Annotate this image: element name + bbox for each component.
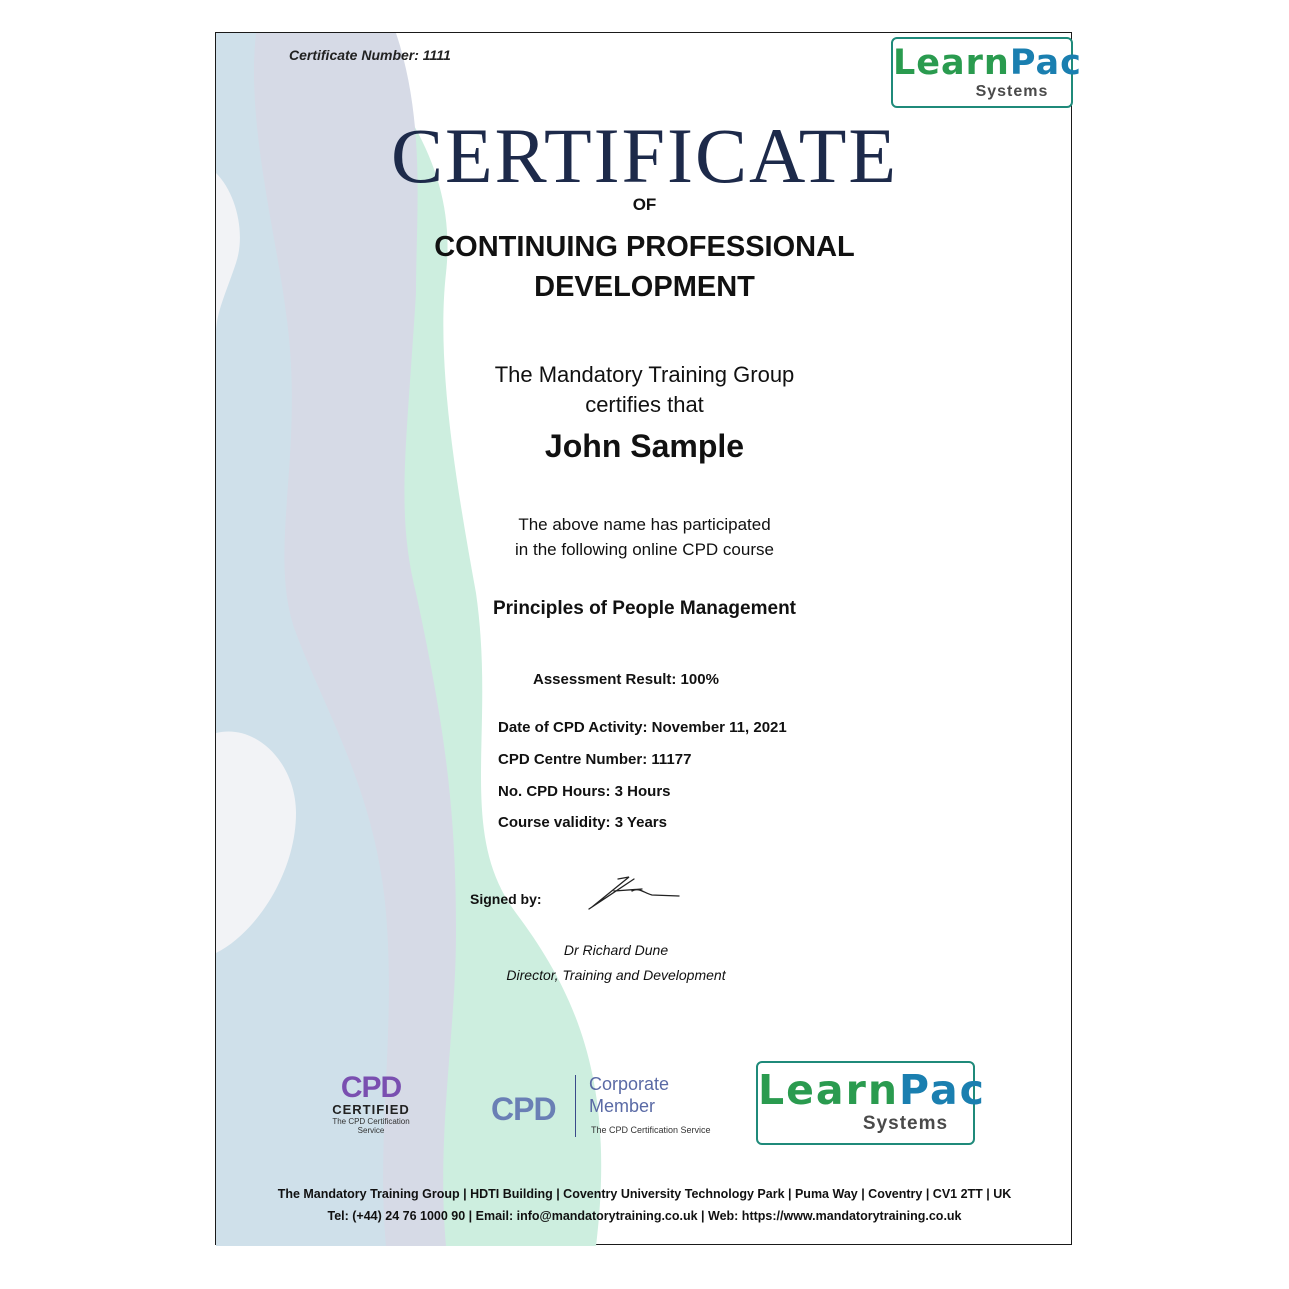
certificate-title: CERTIFICATE [391, 112, 898, 199]
cpd-member-mark: CPD [491, 1091, 556, 1127]
certificate-subtitle [216, 227, 1073, 307]
learnpac-logo-systems: Systems [975, 83, 1049, 100]
recipient-name: John Sample [544, 428, 745, 464]
cpd-certified-logo [326, 1073, 416, 1143]
certificate-of: OF [632, 195, 657, 214]
signer-name: Dr Richard Dune [563, 942, 669, 958]
learnpac-logo-bottom-wordmark: LearnPac [758, 1066, 986, 1114]
footer-address: The Mandatory Training Group | HDTI Building | Coventry University Technology Park | Puma Way | Coventry | CV1 2TT | UK [277, 1187, 1012, 1201]
cpd-corporate-member-logo [491, 1073, 711, 1143]
signer-block [466, 938, 766, 988]
participation-line-2: in the following online CPD course [515, 540, 774, 559]
learnpac-logo-bottom [756, 1061, 986, 1145]
footer-contact [216, 1183, 1073, 1227]
cpd-member-line-1: Corporate [589, 1074, 670, 1094]
cpd-certified-mark: CPD [340, 1071, 402, 1104]
issuer-statement [216, 360, 1073, 420]
learnpac-logo-wordmark: LearnPac [893, 43, 1082, 83]
detail-validity: Course validity: 3 Years [498, 814, 667, 831]
cpd-certified-service: The CPD Certification Service [332, 1117, 410, 1135]
participation-line-1: The above name has participated [518, 515, 771, 534]
issuer-name: The Mandatory Training Group [494, 362, 795, 387]
signer-title: Director, Training and Development [506, 967, 726, 983]
cpd-member-service: The CPD Certification Service [591, 1125, 711, 1135]
certificate-number: Certificate Number: 1111 [289, 47, 451, 63]
subtitle-line-1: CONTINUING PROFESSIONAL [434, 231, 855, 263]
detail-date: Date of CPD Activity: November 11, 2021 [498, 719, 787, 736]
participation-statement [216, 512, 1073, 562]
cpd-certified-label: CERTIFIED [332, 1102, 410, 1117]
cpd-member-text [589, 1073, 669, 1117]
certificate-page [215, 32, 1082, 1245]
detail-centre-number: CPD Centre Number: 11177 [498, 751, 692, 768]
signed-by-label: Signed by: [470, 891, 542, 907]
detail-cpd-hours: No. CPD Hours: 3 Hours [498, 783, 671, 800]
certifies-text: certifies that [585, 392, 704, 417]
subtitle-line-2: DEVELOPMENT [534, 271, 755, 303]
course-title: Principles of People Management [492, 598, 797, 619]
assessment-result: Assessment Result: 100% [533, 671, 719, 688]
learnpac-logo-top [891, 37, 1082, 108]
signature-image [584, 869, 684, 914]
learnpac-logo-bottom-systems: Systems [862, 1113, 949, 1134]
cpd-member-line-2: Member [589, 1096, 656, 1116]
cpd-member-divider [575, 1075, 576, 1137]
footer-contact-details: Tel: (+44) 24 76 1000 90 | Email: info@mandatorytraining.co.uk | Web: https://www.mandatorytraining.co.uk [327, 1209, 962, 1223]
